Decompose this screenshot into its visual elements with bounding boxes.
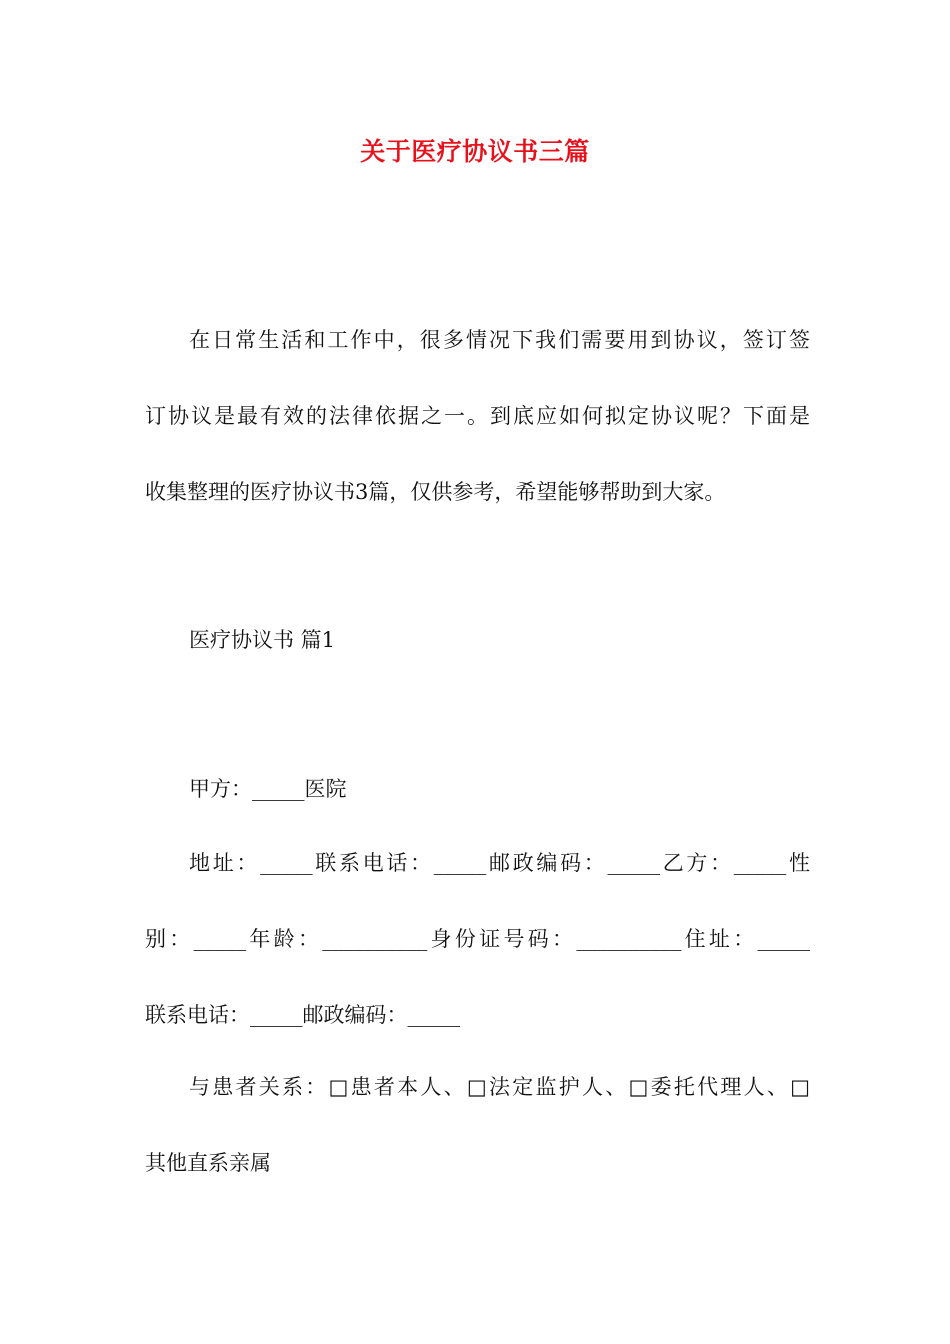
intro-line-3: 收集整理的医疗协议书3篇，仅供参考，希望能够帮助到大家。 — [145, 480, 726, 504]
document-title: 关于医疗协议书三篇 — [360, 137, 590, 166]
party-a-text: 甲方：_____医院 — [189, 777, 347, 801]
intro-line-1: 在日常生活和工作中，很多情况下我们需要用到协议，签订签 — [189, 328, 810, 352]
relation-line-2: 其他直系亲属 — [145, 1151, 271, 1175]
relation-paragraph — [145, 1049, 810, 1201]
details-line-2: 别：_____年龄：__________身份证号码：__________住址：_____ — [145, 927, 810, 951]
section-heading — [145, 602, 810, 678]
details-line-1: 地址：_____联系电话：_____邮政编码：_____乙方：_____性 — [189, 851, 810, 875]
relation-line-1: 与患者关系：□患者本人、□法定监护人、□委托代理人、□ — [189, 1075, 810, 1099]
party-a-line — [145, 751, 810, 827]
details-paragraph — [145, 825, 810, 1053]
details-line-3: 联系电话：_____邮政编码：_____ — [145, 1003, 460, 1027]
intro-line-2: 订协议是最有效的法律依据之一。到底应如何拟定协议呢？下面是 — [145, 404, 810, 428]
intro-paragraph — [145, 302, 810, 530]
section-heading-text: 医疗协议书 篇1 — [189, 628, 336, 652]
